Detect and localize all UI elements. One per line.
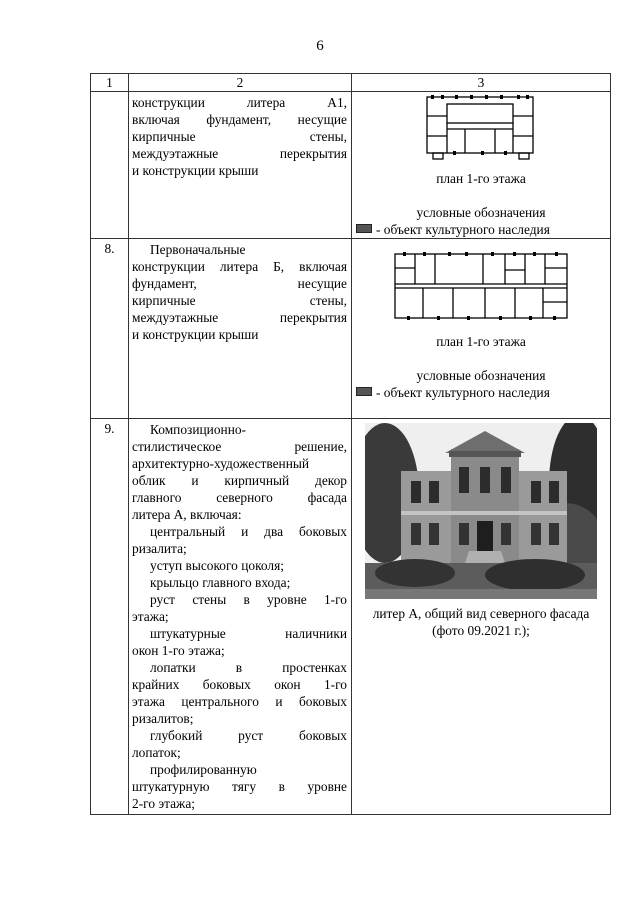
desc-line: конструкции литера А1,	[132, 95, 347, 110]
row-description	[129, 419, 352, 815]
legend-item-label: - объект культурного наследия	[376, 222, 550, 237]
desc-line: лопатки в простенках	[150, 660, 347, 675]
desc-line: включая фундамент, несущие	[132, 112, 347, 127]
heritage-swatch-icon	[356, 387, 372, 396]
desc-line: стилистическое решение,	[132, 439, 347, 454]
desc-line: литера А, включая:	[132, 507, 242, 522]
header-col-2: 2	[129, 74, 352, 92]
row-description	[129, 239, 352, 419]
facade-photo	[365, 423, 597, 599]
desc-line: профилированную	[150, 762, 257, 777]
desc-line: уступ высокого цоколя;	[150, 558, 284, 573]
table-row	[91, 92, 611, 239]
desc-line: фундамент, несущие	[132, 276, 347, 291]
page-number: 6	[316, 38, 324, 54]
desc-line: конструкции литера Б, включая	[132, 259, 347, 274]
desc-line: этажа центрального и боковых	[132, 694, 347, 709]
legend-item	[352, 221, 610, 238]
row-illustration	[352, 419, 611, 815]
desc-line: кирпичные стены,	[132, 293, 347, 308]
row-number: 8.	[91, 239, 129, 419]
plan-caption: план 1-го этажа	[436, 334, 526, 349]
desc-line: крайних боковых окон 1-го	[132, 677, 347, 692]
header-col-3: 3	[352, 74, 611, 92]
desc-line: и конструкции крыши	[132, 163, 259, 178]
desc-line: Первоначальные	[150, 242, 246, 257]
header-col-1: 1	[91, 74, 129, 92]
desc-line: Композиционно-	[150, 422, 247, 437]
heritage-swatch-icon	[356, 224, 372, 233]
row-illustration	[352, 239, 611, 419]
heritage-table	[90, 73, 611, 815]
legend-item-label: - объект культурного наследия	[376, 385, 550, 400]
desc-line: штукатурные наличники	[150, 626, 347, 641]
plan-caption: план 1-го этажа	[436, 171, 526, 186]
legend-title: условные обозначения	[416, 368, 546, 383]
desc-line: центральный и два боковых	[150, 524, 347, 539]
legend-title: условные обозначения	[416, 205, 546, 220]
desc-line: штукатурную тягу в уровне	[132, 779, 347, 794]
desc-line: междуэтажные перекрытия	[132, 146, 347, 161]
desc-line: междуэтажные перекрытия	[132, 310, 347, 325]
row-description	[129, 92, 352, 239]
desc-line: крыльцо главного входа;	[150, 575, 291, 590]
floor-plan-drawing	[425, 94, 537, 164]
desc-line: архитектурно-художественный	[132, 456, 310, 471]
desc-line: ризалита;	[132, 541, 187, 556]
desc-line: главного северного фасада	[132, 490, 347, 505]
desc-line: лопаток;	[132, 745, 181, 760]
row-number: 9.	[91, 419, 129, 815]
desc-line: кирпичные стены,	[132, 129, 347, 144]
table-row	[91, 239, 611, 419]
table-header-row	[91, 74, 611, 92]
table-row	[91, 419, 611, 815]
desc-line: облик и кирпичный декор	[132, 473, 347, 488]
photo-caption-date: (фото 09.2021 г.);	[432, 623, 530, 638]
floor-plan-drawing	[393, 250, 569, 322]
legend-item	[352, 384, 610, 401]
desc-line: глубокий руст боковых	[150, 728, 347, 743]
photo-caption: литер А, общий вид северного фасада	[372, 606, 590, 621]
desc-line: этажа;	[132, 609, 169, 624]
desc-line: 2-го этажа;	[132, 796, 195, 811]
desc-line: руст стены в уровне 1-го	[150, 592, 347, 607]
desc-line: и конструкции крыши	[132, 327, 259, 342]
row-illustration	[352, 92, 611, 239]
row-number	[91, 92, 129, 239]
desc-line: окон 1-го этажа;	[132, 643, 225, 658]
desc-line: ризалитов;	[132, 711, 194, 726]
